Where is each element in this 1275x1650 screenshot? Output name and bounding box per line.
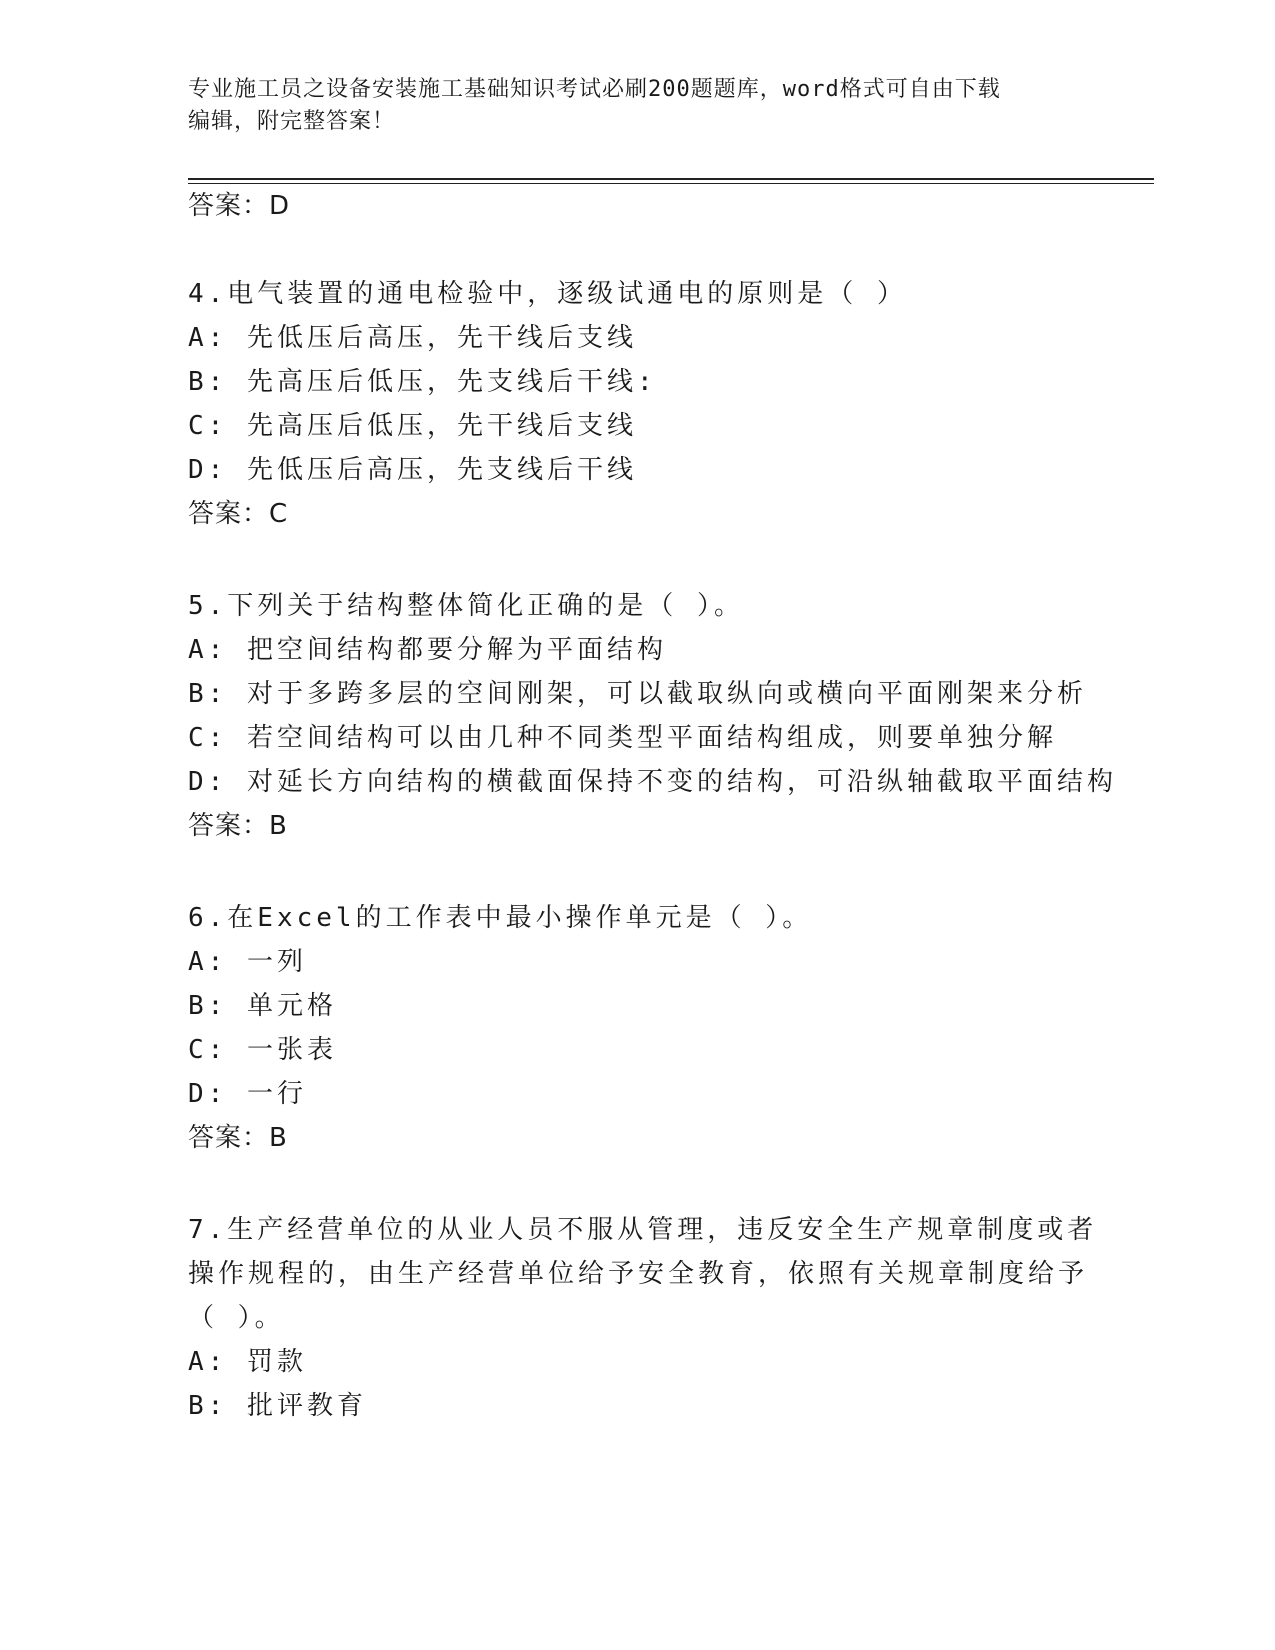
question-5-answer: 答案：B (188, 811, 288, 841)
question-4-answer: 答案：C (188, 499, 289, 529)
page-header (188, 74, 1068, 138)
question-5-option-b: B: 对于多跨多层的空间刚架，可以截取纵向或横向平面刚架来分析 (188, 679, 1087, 709)
question-5-stem: 5.下列关于结构整体简化正确的是（ ）。 (188, 591, 744, 621)
header-line-2: 编辑，附完整答案！ (188, 109, 396, 134)
question-4-option-b: B: 先高压后低压，先支线后干线: (188, 367, 657, 397)
question-7-option-a: A: 罚款 (188, 1347, 307, 1377)
question-4-option-a: A: 先低压后高压，先干线后支线 (188, 323, 637, 353)
question-7-stem-line-3: （ ）。 (188, 1303, 285, 1333)
header-rule-thick (188, 178, 1154, 180)
question-6-option-c: C: 一张表 (188, 1035, 337, 1065)
question-6-answer: 答案：B (188, 1123, 288, 1153)
question-4-option-d: D: 先低压后高压，先支线后干线 (188, 455, 637, 485)
question-6-option-d: D: 一行 (188, 1079, 307, 1109)
question-6-option-a: A: 一列 (188, 947, 307, 977)
header-rule-thin (188, 183, 1154, 184)
answer-previous: 答案：D (188, 191, 291, 221)
question-7-stem-line-1: 7.生产经营单位的从业人员不服从管理，违反安全生产规章制度或者 (188, 1215, 1098, 1245)
question-5-option-c: C: 若空间结构可以由几种不同类型平面结构组成，则要单独分解 (188, 723, 1057, 753)
question-4-stem: 4.电气装置的通电检验中，逐级试通电的原则是（ ） (188, 279, 907, 309)
question-7-stem-line-2: 操作规程的，由生产经营单位给予安全教育，依照有关规章制度给予 (188, 1259, 1089, 1289)
question-5-option-a: A: 把空间结构都要分解为平面结构 (188, 635, 667, 665)
question-6-stem: 6.在Excel的工作表中最小操作单元是（ ）。 (188, 903, 813, 933)
header-line-1: 专业施工员之设备安装施工基础知识考试必刷200题题库，word格式可自由下载 (188, 77, 1001, 102)
question-5-option-d: D: 对延长方向结构的横截面保持不变的结构，可沿纵轴截取平面结构 (188, 767, 1117, 797)
question-7-option-b: B: 批评教育 (188, 1391, 367, 1421)
question-4-option-c: C: 先高压后低压，先干线后支线 (188, 411, 637, 441)
question-6-option-b: B: 单元格 (188, 991, 337, 1021)
